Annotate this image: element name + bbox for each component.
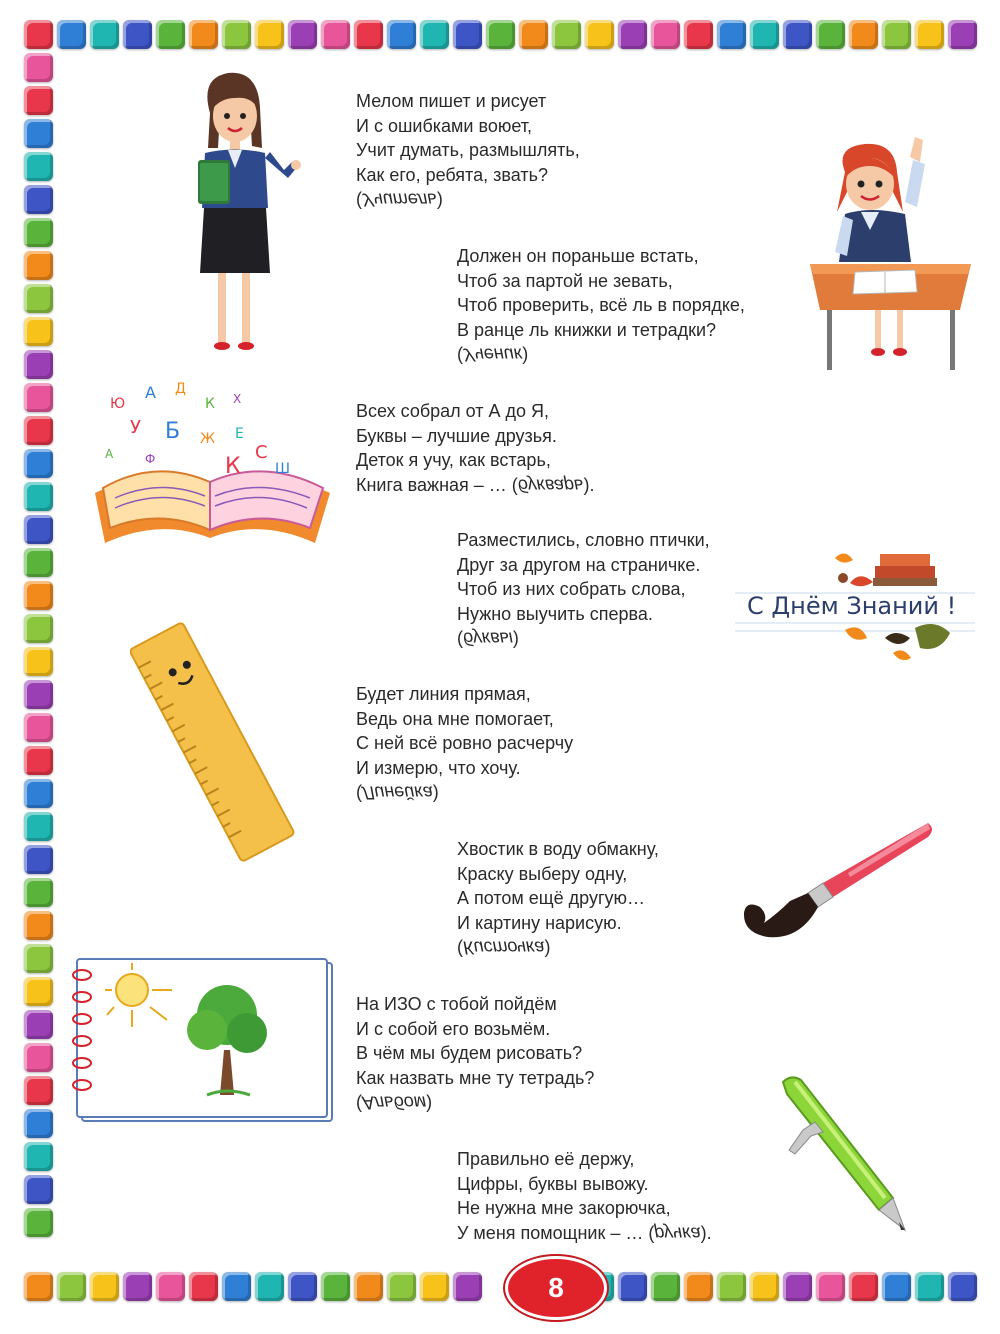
page-number: 8 [548,1272,564,1303]
svg-text:Б: Б [165,419,181,444]
bead [24,317,53,346]
riddle-line: И с собой его возьмём. [356,1018,551,1039]
svg-text:Ж: Ж [200,431,216,447]
riddle-line: А потом ещё другую… [457,888,646,908]
bead [189,1272,218,1301]
bead [24,284,53,313]
bead [24,20,53,49]
bead [849,20,878,49]
riddle-line-text: У меня помощник – … ( [457,1222,655,1243]
bead [24,53,53,82]
svg-text:А: А [105,447,114,461]
bead [123,20,152,49]
bead [750,20,779,49]
bead [948,1272,977,1301]
riddle-line: Ведь она мне помогает, [356,708,554,729]
riddle-line: Нужно выучить сперва. [457,603,653,624]
bead [24,614,53,643]
bead [387,20,416,49]
bead [684,1272,713,1301]
paintbrush-illustration [738,815,938,950]
riddle-album [356,992,594,1115]
bead [24,119,53,148]
bead [651,1272,680,1301]
riddle-line: Друг за другом на страничке. [457,554,701,575]
riddle-answer-line [457,1221,712,1246]
bead [354,20,383,49]
bead [24,680,53,709]
svg-text:У: У [130,417,141,438]
bead [24,548,53,577]
bead [585,20,614,49]
badge-text: С Днём Знаний ! [747,592,957,620]
autumn-leaves-illustration [735,538,975,673]
riddle-line: Разместились, словно птички, [457,530,710,550]
paren: ) [426,1092,433,1112]
riddle-answer: Линейка [362,782,433,803]
bead [915,20,944,49]
bead [24,1142,53,1171]
bead [717,1272,746,1301]
bead [24,878,53,907]
riddle-line: И с ошибками воюет, [356,115,533,136]
riddle-pen [457,1147,712,1245]
bead [288,20,317,49]
riddle-letters [457,528,710,651]
bead [24,1272,53,1301]
bead [24,1010,53,1039]
top-bead-border [24,20,977,49]
page-number-badge [505,1256,607,1320]
bottom-bead-border [24,1272,977,1301]
riddle-answer: буквы [463,628,513,649]
riddle-ruler [356,682,573,805]
riddle-answer-line [457,935,659,960]
bead [24,647,53,676]
bead [24,944,53,973]
bead [618,20,647,49]
bead [948,20,977,49]
riddle-answer-line [457,626,710,651]
riddle-answer: Ученик [463,344,523,365]
sketchbook-illustration [72,955,337,1125]
bead [24,1109,53,1138]
riddle-primer [356,399,595,497]
paren: ( [457,628,463,648]
riddle-answer: ручка [654,1223,701,1243]
riddle-answer-line [457,342,745,367]
bead [24,581,53,610]
bead [156,20,185,49]
bead [651,20,680,49]
bead [24,152,53,181]
bead [156,1272,185,1301]
riddle-line: В ранце ль книжки и тетрадки? [457,319,717,340]
bead [123,1272,152,1301]
bead [486,20,515,49]
bead [24,86,53,115]
svg-text:Ш: Ш [275,461,290,477]
bead [420,1272,449,1301]
bead [453,1272,482,1301]
riddle-line: Хвостик в воду обмакну, [457,839,659,859]
riddle-answer-line [356,1090,594,1115]
bead [24,251,53,280]
bead [849,1272,878,1301]
bead [255,20,284,49]
riddle-answer-line [356,187,580,212]
bead [288,1272,317,1301]
svg-text:Ф: Ф [145,452,156,466]
left-bead-border [24,53,53,1237]
riddle-line: Будет линия прямая, [356,684,531,704]
bead [222,20,251,49]
paren: ). [700,1222,712,1243]
riddle-line: С ней всё ровно расчерчу [356,733,574,753]
riddle-line: И измерю, что хочу. [356,757,521,778]
ruler-illustration [130,622,295,862]
bead [552,20,581,49]
bead [24,911,53,940]
svg-text:К: К [225,454,241,479]
bead [24,449,53,478]
svg-text:С: С [255,442,268,463]
bead [321,20,350,49]
riddle-line: Краску выберу одну, [457,863,628,884]
bead [24,383,53,412]
riddle-line: Как назвать мне ту тетрадь? [356,1067,595,1088]
riddle-line: Правильно её держу, [457,1149,635,1169]
riddle-line: Всех собрал от А до Я, [356,401,550,421]
riddle-answer: Кисточка [463,937,545,958]
bead [24,812,53,841]
bead [684,20,713,49]
bead [882,1272,911,1301]
paren: ) [512,628,519,648]
bead [750,1272,779,1301]
bead [321,1272,350,1301]
bead [387,1272,416,1301]
bead [24,515,53,544]
riddle-line: Чтоб за партой не зевать, [457,270,673,291]
pupil-at-desk-illustration [805,132,977,372]
bead [816,1272,845,1301]
bead [618,1272,647,1301]
bead [783,1272,812,1301]
riddle-line: Чтоб проверить, всё ль в порядке, [457,295,745,315]
bead [24,746,53,775]
paren: ( [457,937,463,957]
riddle-answer: букварь [517,475,584,495]
riddle-answer-line [356,473,595,498]
bead [453,20,482,49]
bead [24,218,53,247]
riddle-line-text: Книга важная – … ( [356,474,518,495]
paren: ( [356,782,362,802]
riddle-line: Буквы – лучшие друзья. [356,425,557,446]
bead [24,1076,53,1105]
bead [222,1272,251,1301]
bead [783,20,812,49]
riddle-line: Как его, ребята, звать? [356,164,548,185]
riddle-answer: Учитель [362,189,437,210]
svg-text:А: А [145,383,156,402]
bead [915,1272,944,1301]
bead [24,350,53,379]
bead [90,1272,119,1301]
bead [24,977,53,1006]
riddle-line: И картину нарисую. [457,912,622,933]
bead [816,20,845,49]
riddle-answer: Альбом [362,1092,427,1113]
bead [24,482,53,511]
svg-text:Х: Х [233,392,242,406]
paren: ) [522,344,529,364]
bead [420,20,449,49]
svg-text:Д: Д [175,381,186,397]
bead [57,1272,86,1301]
bead [24,779,53,808]
bead [189,20,218,49]
alphabet-book-illustration [85,378,340,558]
bead [90,20,119,49]
paren: ( [356,189,362,209]
riddle-line: Деток я учу, как встарь, [356,450,551,470]
bead [57,20,86,49]
bead [24,1208,53,1237]
bead [24,1043,53,1072]
riddle-line: Не нужна мне закорючка, [457,1198,671,1218]
riddle-teacher [356,89,580,212]
riddle-pupil [457,244,745,367]
bead [882,20,911,49]
svg-text:Ю: Ю [110,396,126,412]
riddle-line: Должен он пораньше встать, [457,246,699,266]
riddle-line: На ИЗО с тобой пойдём [356,994,557,1014]
bead [354,1272,383,1301]
pen-illustration [775,1070,915,1240]
svg-text:К: К [205,396,215,412]
bead [24,845,53,874]
bead [24,1175,53,1204]
teacher-illustration [180,68,305,358]
paren: ) [544,937,551,957]
paren: ) [436,189,443,209]
paren: ). [583,474,595,495]
bead [24,713,53,742]
bead [519,20,548,49]
bead [255,1272,284,1301]
bead [717,20,746,49]
svg-text:Е: Е [235,426,244,442]
riddle-brush [457,837,659,960]
paren: ) [432,782,439,802]
riddle-line: Цифры, буквы вывожу. [457,1173,649,1194]
bead [24,416,53,445]
paren: ( [457,344,463,364]
riddle-line: Учит думать, размышлять, [356,140,580,160]
bead [24,185,53,214]
riddle-line: В чём мы будем рисовать? [356,1043,583,1063]
riddle-answer-line [356,780,573,805]
riddle-line: Чтоб из них собрать слова, [457,579,686,599]
paren: ( [356,1092,362,1112]
riddle-line: Мелом пишет и рисует [356,91,547,111]
